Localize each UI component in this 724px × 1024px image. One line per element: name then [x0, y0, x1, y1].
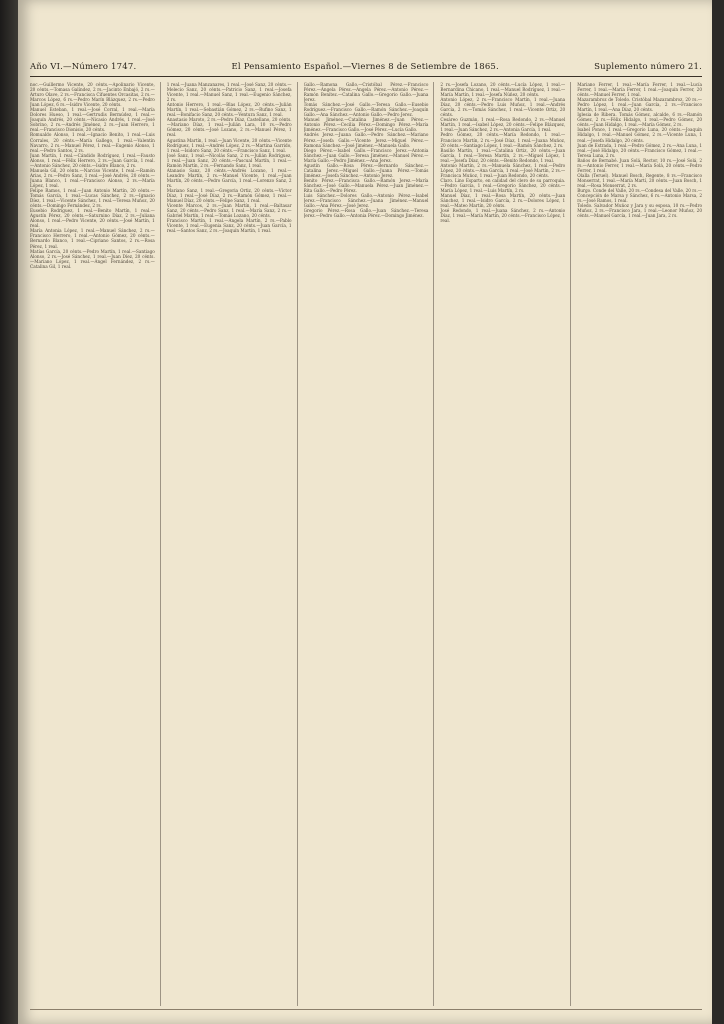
- paragraph: Olalla (Teruel). Manuel Bosch, Regente, 8 rs.—Francisco Monserrat, 1 real.—María Martí, 20 cénts.—Juan Bosch, 1 real.—Rosa Monserrat, 2 rs.: [577, 172, 702, 188]
- supplement-number: Suplemento número 21.: [594, 62, 702, 72]
- paragraph: Manuel Jiménez.—Catalina Jiménez.—Juan Pérez.—Antonio Pérez.—Cecilia Pérez.—Domingo Pérez.—María Jiménez.—Francisco Gallo.—José Pérez.—Lucía Gallo.: [303, 117, 429, 133]
- book-binding: [0, 0, 18, 1024]
- paragraph: Anastasio Maroto, 2 rs.—Pedro Díaz, Castellano, 20 cénts.—Mariano Díaz, 1 real.—Julián Lara, 10 rs.—Pedro Gómez, 20 cénts.—José Lozano, 2 rs.—Manuel Pérez, 1 real.: [166, 117, 292, 138]
- paragraph: Atanasio Sanz, 20 cénts.—Andrés Lozano, 1 real.—Leandro Martín, 2 rs.—Manuel Vicente, 1 real.—Juan Martín, 20 cénts.—Pedro García, 1 real.—Lorenzo Sanz, 2 rs.: [166, 167, 292, 188]
- paragraph: 2 rs.—Josefa Lozano, 20 cénts.—Lucía López, 1 real.—Bernardina Chicano, 1 real.—Manuel Rodríguez, 1 real.—María Martín, 1 real.—Josefa Núñez, 20 cénts.: [440, 82, 566, 98]
- paragraph: Iglesia de Ribera. Tomás Gómez, alcalde, 6 rs.—Ramón Gómez, 2 rs.—Félix Hidalgo, 1 real.—Pedro Gómez, 20 cénts.—Juan Hidalgo, 1 real.—María Gómez, 2 rs.: [577, 112, 702, 128]
- paragraph: José Sanz, 1 real.—Nicolás Sanz, 2 rs.—Julián Rodríguez, 1 real.—Juan Sanz, 20 cénts.—Pascual Martín, 1 real.—Ramón Martín, 2 rs.—Fernando Sanz, 1 real.: [166, 152, 292, 168]
- paragraph: Burgo. Conde del Valle, 20 rs.—Condesa del Valle, 20 rs.—Concepción de Marsa y Sánchez, 6 rs.—Antonio Marsa, 2 rs.—José Ramos, 1 real.: [577, 187, 702, 204]
- paragraph: Diego Pérez.—Isabel Gallo.—Francisco Jerez.—Antonia Sánchez.—Juan Gallo.—Teresa Jiménez.—Manuel Pérez.—María Gallo.—Pedro Jiménez.—Ana Jerez.: [303, 147, 429, 163]
- paragraph: Tomás Sánchez.—José Gallo.—Teresa Gallo.—Eusebio Rodríguez.—Francisco Gallo.—Ramón Sánchez.—Joaquín Gallo.—Ana Sánchez.—Antonio Gallo.—Pedro Jerez.: [303, 102, 429, 118]
- column-2: [167, 82, 298, 1006]
- paragraph: Basilio Martín, 1 real.—Catalina Ortiz, 20 cénts.—Juan García, 1 real.—Teresa Martín, 2 rs.—Miguel López, 1 real.—Josefa Díaz, 20 cénts.—Benito Redondo, 1 real.: [440, 147, 566, 163]
- column-4: [440, 82, 571, 1006]
- paragraph: María Antonia López, 1 real.—Manuel Sánchez, 2 rs.—Francisco Herrero, 1 real.—Antonio Gómez, 20 cénts.—Bernardo Blanco, 1 real.—Cipriano Santos, 2 rs.—Rosa Pérez, 1 real.: [30, 228, 155, 249]
- paragraph: Luis Sánchez.—Dolores Gallo.—Antonio Pérez.—Isabel Jerez.—Francisco Sánchez.—Juana Jiménez.—Manuel Gallo.—Ana Pérez.—José Jerez.: [303, 193, 429, 209]
- header-rule: [30, 76, 702, 77]
- paragraph: Gallo.—Ramona Gallo.—Cristóbal Pérez.—Francisco Pérez.—Ángela Pérez.—Ángela Pérez.—Antonio Pérez.—Ramón Benítez.—Catalina Gallo.—Gregorio Gallo.—Juana Jerez.: [303, 82, 429, 103]
- paragraph: Antonio Herrero, 1 real.—Blas López, 20 cénts.—Julián Martín, 1 real.—Sebastián Gómez, 2 rs.—Rufino Sanz, 1 real.—Bonifacio Sanz, 20 cénts.—Ventura Sanz, 1 real.: [166, 102, 292, 118]
- paragraph: Mazarambroz de Toledo. Cristóbal Mazarambroz, 20 rs.—Pedro López, 1 real.—Juan García, 2 rs.—Francisco Martín, 1 real.—Ana Díaz, 20 cénts.: [577, 97, 702, 113]
- paragraph: Gregorio Pérez.—Rosa Gallo.—Juan Sánchez.—Teresa Jerez.—Pedro Gallo.—Antonia Pérez.—Domingo Jiménez.: [303, 208, 429, 219]
- paragraph: Manuel Esteban, 1 real.—José Corral, 1 real.—María Dolores Hueso, 1 real.—Gertrudis Bermúdez, 1 real.—Joaquín Andrés, 20 cénts.—Nicasio Andrés, 1 real.—José Sobrino, 2 rs.—Andrés Jiménez, 2 rs.—Juan Herrero, 1 real.—Francisco Dionisio, 20 cénts.: [30, 107, 155, 133]
- paragraph: Cesáreo Guzmán, 1 real.—Rosa Redondo, 2 rs.—Manuel Martín, 1 real.—Isabel López, 20 cénts.—Felipe Blázquez, 1 real.—Juan Sánchez, 2 rs.—Antonia García, 1 real.: [440, 117, 566, 133]
- paragraph: 1 real.—Juana Manzanares, 1 real.—José Sanz, 20 cénts.—Melecio Sanz, 20 cénts.—Patricio Sanz, 1 real.—Josefa Vicente, 1 real.—Manuel Sanz, 1 real.—Eugenio Sánchez, 2 rs.: [166, 82, 292, 103]
- paragraph: Benito Pérez.—Francisca Gallo.—Ramón Jerez.—María Sánchez.—José Gallo.—Manuela Pérez.—Juan Jiménez.—Rita Gallo.—Pedro Pérez.: [303, 177, 429, 193]
- paragraph: Juan de Estrada, 1 real.—Pedro Gómez, 2 rs.—Ana Luna, 1 real.—José Hidalgo, 20 cénts.—Francisco Gómez, 1 real.—Teresa Luna, 2 rs.: [577, 142, 702, 158]
- paragraph: Baños de Bernabé. Juan Solá, Rector, 10 rs.—José Solá, 2 rs.—Antonio Ferrer, 1 real.—María Solá, 20 cénts.—Pedro Ferrer, 1 real.: [577, 157, 702, 173]
- paragraph: Vicente Marcos, 2 rs.—Juan Martín, 1 real.—Baltasar Sanz, 20 cénts.—Pedro Sanz, 1 real.—María Sanz, 2 rs.—Gabriel Martín, 1 real.—Tomás Lozano, 20 cénts.: [166, 203, 292, 219]
- text-columns: [30, 82, 702, 1006]
- paragraph: Agustina Martín, 1 real.—Juan Vicente, 20 cénts.—Vicente Rodríguez, 1 real.—Andrés López, 2 rs.—Martina Garrido, 1 real.—Isidoro Sanz, 20 cénts.—Francisco Sanz, 1 real.: [166, 137, 292, 153]
- paragraph: Francisco Martín, 1 real.—Ángela Martín, 2 rs.—Pablo Vicente, 1 real.—Eugenia Sanz, 20 cénts.—Juan García, 1 real.—Santos Sanz, 2 rs.—Joaquín Martín, 1 real.: [166, 218, 292, 234]
- paragraph: Felipe Ramos, 1 real.—Juan Antonio Martín, 20 cénts.—Tomás García, 1 real.—Lucas Sánchez, 2 rs.—Ignacio Díez, 1 real.—Vicente Sánchez, 1 real.—Teresa Muñoz, 20 cénts.—Domingo Fernández, 2 rs.: [30, 187, 155, 209]
- paragraph: Eusebio Rodríguez, 1 real.—Benito Martín, 1 real.—Agustín Pérez, 20 cénts.—Saturnino Díaz, 2 rs.—Juliana Alonso, 1 real.—Pedro Vicente, 20 cénts.—José Martín, 1 real.: [30, 208, 155, 229]
- paragraph: Pedro Gómez, 20 cénts.—María Redondo, 1 real.—Francisco Martín, 2 rs.—José Díaz, 1 real.—Juana Muñoz, 20 cénts.—Santiago López, 1 real.—Ramón Sánchez, 2 rs.: [440, 132, 566, 148]
- paragraph: Juan Martín, 1 real.—Cándido Rodríguez, 1 real.—Fausto Alonso, 1 real.—Félix Herrero, 2 rs.—Juan García, 1 real.—Antonio Sánchez, 20 cénts.—Isidro Blanco, 2 rs.: [30, 152, 155, 168]
- column-5: [577, 82, 702, 1006]
- paragraph: Manuela Gil, 20 cénts.—Narciso Vicente, 1 real.—Ramón Arias, 2 rs.—Pedro Sanz, 1 real.—José Andrés, 20 cénts.—Juana Blanco, 1 real.—Francisco Alonso, 2 rs.—María López, 1 real.: [30, 167, 155, 188]
- issue-number: Año VI.—Número 1747.: [30, 62, 137, 72]
- page-header: [30, 58, 702, 72]
- paragraph: Romualdo Alonso, 1 real.—Ignacio Benito, 1 real.—Luis Corrales, 20 cénts.—María Gallego, 1 real.—Valentín Navarro, 2 rs.—Manuel Pérez, 1 real.—Eugenio Alonso, 1 real.—Pedro Santos, 2 rs.: [30, 132, 155, 153]
- column-3: [304, 82, 435, 1006]
- paragraph: Antonio Martín, 2 rs.—Manuela Sánchez, 1 real.—Pedro López, 20 cénts.—Ana García, 1 real.—José Martín, 2 rs.—Francisca Muñoz, 1 real.—Juan Redondo, 20 cénts.: [440, 162, 566, 178]
- paragraph: Mariano Sanz, 1 real.—Gregoria Ortiz, 20 cénts.—Víctor Díaz, 1 real.—José Díaz, 2 rs.—Ramón Gómez, 1 real.—Manuel Díaz, 20 cénts.—Felipe Sanz, 1 real.: [166, 187, 292, 204]
- paragraph: Agustín Gallo.—Rosa Pérez.—Bernardo Sánchez.—Catalina Jerez.—Miguel Gallo.—Juana Pérez.—Tomás Jiménez.—Josefa Sánchez.—Antonio Jerez.: [303, 162, 429, 178]
- paragraph: José Redondo, 1 real.—Juana Sánchez, 2 rs.—Antonio Díaz, 1 real.—María Martín, 20 cénts.—Francisco López, 1 real.: [440, 208, 566, 224]
- paragraph: Mariano Ferrer, 1 real.—María Ferrer, 1 real.—Lucía Ferrer, 1 real.—María Ferrer, 1 real.—Joaquín Ferrer, 20 cénts.—Manuel Ferrer, 1 real.: [577, 82, 702, 98]
- paragraph: noc.—Guillermo Vicente, 20 cénts.—Apolinario Vicente, 20 cénts.—Tomasa Galíndez, 2 rs.—Jacinto Enbajó, 2 rs.—Arturo Olave, 2 rs.—Francisca Cifuentes Orcasitas, 2 rs.—Marcos López, 6 rs.—Pedro Marín Blázquez, 2 rs.—Pedro Juan López, 6 rs.—Isidro Vicente, 20 cénts.: [30, 82, 155, 108]
- paragraph: Toledo. Salvador Muñoz y Jara y su esposa, 10 rs.—Pedro Muñoz, 2 rs.—Francisco Jara, 1 real.—Leonor Muñoz, 20 cénts.—Manuel García, 1 real.—Juan Jara, 2 rs.: [577, 203, 702, 219]
- paragraph: Isabel Ponce, 1 real.—Gregorio Luna, 20 cénts.—Joaquín Hidalgo, 1 real.—Manuel Gómez, 2 rs.—Vicente Luna, 1 real.—Josefa Hidalgo, 20 cénts.: [577, 127, 702, 143]
- paragraph: Claro. Lino Esparto, en calidad del clero de su parroquia.—Pedro García, 1 real.—Gregorio Sánchez, 20 cénts.—María López, 1 real.—Luis Martín, 2 rs.: [440, 177, 566, 193]
- column-1: [30, 82, 161, 1006]
- paragraph: Manuel Díaz, 1 real.—Rosa Martín, 20 cénts.—Juan Sánchez, 1 real.—Isidro García, 2 rs.—Dolores López, 1 real.—Mateo Martín, 20 cénts.: [440, 193, 566, 209]
- footer-rule: [30, 1009, 702, 1010]
- newspaper-title-date: El Pensamiento Español.—Viernes 8 de Setiembre de 1865.: [231, 62, 499, 72]
- paragraph: Andrés Jerez.—Juana Gallo.—Pedro Sánchez.—Mariano Pérez.—Josefa Gallo.—Vicente Jerez.—Miguel Pérez.—Ramona Sánchez.—José Jiménez.—Manuela Gallo.: [303, 132, 429, 148]
- paragraph: Matías García, 20 cénts.—Pedro Martín, 1 real.—Santiago Alonso, 2 rs.—José Sánchez, 1 real.—Juan Díez, 20 cénts.—Mariano López, 1 real.—Ángel Fernández, 2 rs.—Catalina Gil, 1 real.: [30, 248, 155, 269]
- paragraph: Antonio López, 2 rs.—Francisco Martín, 1 real.—Juana Díaz, 20 cénts.—Pedro Luis Muñoz, 1 real.—Andrés García, 2 rs.—Tomás Sánchez, 1 real.—Vicente Ortiz, 20 cénts.: [440, 97, 566, 118]
